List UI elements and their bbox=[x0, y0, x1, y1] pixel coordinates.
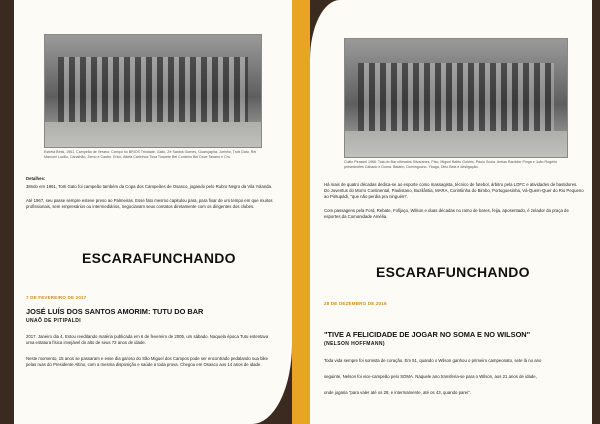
photo-ground bbox=[345, 131, 567, 157]
team-photo-right bbox=[344, 38, 568, 158]
article-paragraph-1-left: 2017. Janeiro dia 4. Estou reeditando matéria publicada em 6 de fevereiro de 2005, um sábado. Naquela época Tutu estentava uma estatura física invejável do alto de seus 72 anos de idade. bbox=[26, 334, 269, 345]
right-paragraph-1: Há mais de quatro décadas dedica-se ao esporte como massagista, técnico de futebol, árbitro pela LOFC e atividades de bastidores. Do Juventus do Morro Continental, Paulistano, Buzilântia, MARA, Corintiinha do Bimbo, Portuguesinha, Vá-Quem-Quer do Rio Pequeno ao Piritupádi, "que não perdia pra ninguém". bbox=[324, 182, 584, 199]
photo-figures bbox=[58, 57, 248, 122]
photo-ground bbox=[45, 122, 261, 147]
article-date-left: 7 DE FEVEREIRO DE 2017 bbox=[26, 295, 87, 300]
details-paragraph-2: Até 1967, seu passe sempre esteve preso ao Palmeiras. Esse fato mesmo capitulou para, para fixar de um tempo em que muitos profissionais, sem empresários ou intermediários, negociavam seus contatos diretamente com os dirigentes dos clubes. bbox=[26, 198, 273, 209]
background-divider bbox=[292, 0, 310, 424]
team-photo-left bbox=[44, 34, 262, 148]
photo-figures bbox=[358, 63, 553, 131]
right-paragraph-3: Toda vida sempre foi somista de coração. Em 51, quando o Wilson ganhou o primeiro campeonato, sete lá no ano bbox=[324, 358, 542, 363]
photo-caption-right: Cultin Pirassol 1966. Tota do Bar ultimatos Silvaranes. Piso, Miguel Batitu Goldrio, Paulo Scola. Areias Rambler Pinga e João Rogério presedentes Cabado e Doma. Batarin, Domingocho. Ybaga, Dirio Bela e desligação. bbox=[344, 160, 558, 169]
right-page bbox=[310, 0, 592, 424]
article-subtitle-left: UNAÕ DE PITIPALDI bbox=[26, 318, 82, 324]
right-paragraph-4: seguinte, Nelson foi vice-campeão pelo SOMA. Naquele ano transferia-se para o Wilson, aos 21 anos de idade, bbox=[324, 374, 537, 379]
article-title-left: JOSÉ LUÍS DOS SANTOS AMORIM: TUTU DO BAR bbox=[26, 307, 204, 316]
left-page bbox=[14, 0, 292, 424]
article-title-right: "TIVE A FELICIDADE DE JOGAR NO SOMA E NO WILSON" bbox=[324, 330, 531, 339]
photo-caption-left: Estrela Betis, 1961. Campeão de Verano: Campo no BRIOS Trindade, Gallo, Zé Santos Gomes, Guarujapira, Jorinho, Trott Gato, Rei Marconi Lucilio, Canalhão, Zemo e Castro. Erico, Atleta Carlinhos Tosa Tinarete Bel Cordeiro Bel Doce Tavano e Cru. bbox=[44, 150, 257, 159]
right-paragraph-5: onde jogaria "para valer até os 28, e intermamente, até os 43, quando parei". bbox=[324, 390, 471, 395]
article-subtitle-right: (NELSON HOFFMANN) bbox=[324, 341, 385, 347]
section-heading-left: ESCARAFUNCHANDO bbox=[82, 250, 236, 266]
details-title: Detalhes: bbox=[26, 176, 46, 181]
right-paragraph-2: Com passagens pela Ford, Rebate, Fofijaço, Wilson e duas décadas no ramo de bares, feija, aposentado, é zelador da praça de esportes da Comunidade Amélia. bbox=[324, 208, 569, 219]
section-heading-right: ESCARAFUNCHANDO bbox=[376, 264, 530, 280]
details-paragraph-1: 38ndo em 1961, Torti Gato foi campeão também da Copa dos Campeões de Osasco, jogando pelo Rubro Negro da Vila Yolanda. bbox=[26, 184, 273, 189]
article-paragraph-2-left: Neste momento, 15 anos se passaram e esse dia garoso do São Miguel dos Campos pode ser encontrado pedalando sua bike pelas ruas do Presidente Altino, com a mesma disposição e saúde a toda prova. Chegou em Osasco aos 14 anos de idade. bbox=[26, 356, 268, 367]
article-date-right: 28 DE DEZEMBRO DE 2016 bbox=[324, 301, 387, 306]
